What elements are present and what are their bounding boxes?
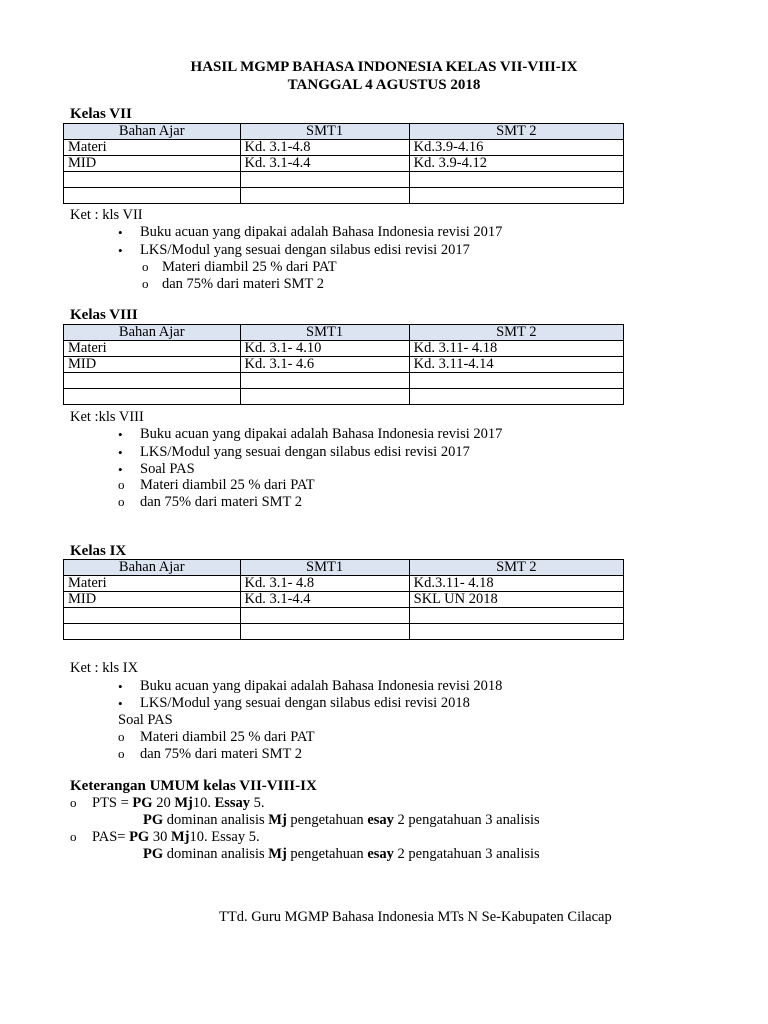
table-cell <box>240 172 409 188</box>
kelas-viii-table <box>63 324 624 405</box>
pts-pg: PG <box>132 795 153 811</box>
table-row <box>64 140 624 156</box>
bullet-icon: • <box>118 427 123 442</box>
header-cell: SMT 2 <box>409 560 623 576</box>
kelas-viii-heading: Kelas VIII <box>70 307 138 323</box>
table-row <box>64 188 624 204</box>
circle-bullet-icon: o <box>70 795 77 810</box>
table-cell: Kd. 3.1-4.8 <box>240 140 409 156</box>
table-cell <box>240 373 409 389</box>
table-cell: Kd.3.9-4.16 <box>409 140 623 156</box>
pas-pg: PG <box>129 829 150 845</box>
list-item: LKS/Modul yang sesuai dengan silabus edisi revisi 2018 <box>140 695 470 711</box>
pas-note-text: dominan analisis <box>163 846 269 862</box>
pas-note-mj: Mj <box>268 846 287 862</box>
table-header-row <box>64 560 624 576</box>
table-cell: MID <box>64 592 241 608</box>
circle-bullet-icon: o <box>118 494 125 509</box>
table-row <box>64 373 624 389</box>
table-row <box>64 576 624 592</box>
table-cell: Kd.3.11- 4.18 <box>409 576 623 592</box>
bullet-icon: • <box>118 445 123 460</box>
list-item: LKS/Modul yang sesuai dengan silabus edisi revisi 2017 <box>140 242 470 258</box>
circle-bullet-icon: o <box>70 829 77 844</box>
table-cell: Materi <box>64 576 241 592</box>
list-item: dan 75% dari materi SMT 2 <box>162 276 325 292</box>
pas-mj: Mj <box>170 829 190 845</box>
pas-note <box>143 846 540 863</box>
pas-note-esay: esay <box>367 846 394 862</box>
header-cell: Bahan Ajar <box>64 124 241 140</box>
bullet-icon: • <box>118 696 123 711</box>
list-item: dan 75% dari materi SMT 2 <box>140 746 303 762</box>
table-cell <box>64 389 241 405</box>
header-cell: SMT1 <box>240 325 409 341</box>
table-cell: Kd. 3.1-4.4 <box>240 156 409 172</box>
pas-note-text: pengetahuan <box>286 846 368 862</box>
pts-essay: Essay <box>214 795 251 811</box>
pts-line <box>92 795 265 812</box>
table-cell <box>64 608 241 624</box>
table-row <box>64 592 624 608</box>
pas-note-pg: PG <box>143 846 164 862</box>
pts-pg-value: 20 <box>152 795 175 811</box>
table-row <box>64 357 624 373</box>
table-cell: SKL UN 2018 <box>409 592 623 608</box>
table-row <box>64 624 624 640</box>
pts-note-esay: esay <box>367 812 394 828</box>
list-item: dan 75% dari materi SMT 2 <box>140 494 303 510</box>
kelas-ix-heading: Kelas IX <box>70 543 127 559</box>
kelas-vii-ket: Ket : kls VII <box>70 207 143 223</box>
document-date: TANGGAL 4 AGUSTUS 2018 <box>287 77 481 93</box>
circle-bullet-icon: o <box>118 729 125 744</box>
list-item: Materi diambil 25 % dari PAT <box>140 729 315 745</box>
table-cell: Kd. 3.1- 4.10 <box>240 341 409 357</box>
table-header-row <box>64 124 624 140</box>
bullet-icon: • <box>118 225 123 240</box>
table-cell: Kd. 3.11-4.14 <box>409 357 623 373</box>
list-item: Materi diambil 25 % dari PAT <box>162 259 337 275</box>
table-cell: Materi <box>64 341 241 357</box>
pts-note-pg: PG <box>143 812 164 828</box>
table-cell: Kd. 3.1- 4.6 <box>240 357 409 373</box>
pas-note-text: 2 pengatahuan 3 analisis <box>393 846 540 862</box>
table-cell <box>409 608 623 624</box>
pts-note-text: dominan analisis <box>163 812 269 828</box>
table-cell: MID <box>64 156 241 172</box>
table-cell <box>240 624 409 640</box>
table-header-row <box>64 325 624 341</box>
table-cell: Kd. 3.1-4.4 <box>240 592 409 608</box>
list-item: Buku acuan yang dipakai adalah Bahasa Indonesia revisi 2017 <box>140 224 503 240</box>
list-item: Soal PAS <box>140 461 195 477</box>
table-cell <box>409 624 623 640</box>
table-row <box>64 341 624 357</box>
table-cell <box>240 389 409 405</box>
document-title: HASIL MGMP BAHASA INDONESIA KELAS VII-VIII-IX <box>190 59 578 75</box>
table-cell <box>409 188 623 204</box>
pts-note-text: 2 pengatahuan 3 analisis <box>393 812 540 828</box>
table-row <box>64 608 624 624</box>
table-cell: MID <box>64 357 241 373</box>
pts-mj-value: 10. <box>192 795 215 811</box>
header-cell: SMT1 <box>240 124 409 140</box>
kelas-vii-heading: Kelas VII <box>70 106 132 122</box>
pts-label: PTS = <box>92 795 133 811</box>
pts-note <box>143 812 540 829</box>
bullet-icon: • <box>118 679 123 694</box>
header-cell: Bahan Ajar <box>64 560 241 576</box>
pas-line <box>92 829 260 846</box>
pas-label: PAS= <box>92 829 130 845</box>
table-row <box>64 172 624 188</box>
header-cell: SMT1 <box>240 560 409 576</box>
list-item: Buku acuan yang dipakai adalah Bahasa Indonesia revisi 2017 <box>140 426 503 442</box>
pas-rest: 10. Essay 5. <box>189 829 260 845</box>
umum-heading: Keterangan UMUM kelas VII-VIII-IX <box>70 778 317 794</box>
kelas-ix-table <box>63 559 624 640</box>
table-cell <box>240 188 409 204</box>
signature: TTd. Guru MGMP Bahasa Indonesia MTs N Se-Kabupaten Cilacap <box>219 909 612 925</box>
list-item: Buku acuan yang dipakai adalah Bahasa Indonesia revisi 2018 <box>140 678 503 694</box>
table-cell <box>409 172 623 188</box>
header-cell: SMT 2 <box>409 325 623 341</box>
circle-bullet-icon: o <box>118 477 125 492</box>
kelas-ix-ket: Ket : kls IX <box>70 660 139 676</box>
kelas-vii-table <box>63 123 624 204</box>
circle-bullet-icon: o <box>142 276 149 291</box>
header-cell: Bahan Ajar <box>64 325 241 341</box>
pts-mj: Mj <box>174 795 193 811</box>
pts-note-mj: Mj <box>268 812 287 828</box>
table-cell <box>64 188 241 204</box>
pts-essay-value: 5. <box>250 795 265 811</box>
table-cell <box>409 389 623 405</box>
table-cell <box>64 172 241 188</box>
table-cell: Materi <box>64 140 241 156</box>
list-item: LKS/Modul yang sesuai dengan silabus edisi revisi 2017 <box>140 444 470 460</box>
pas-pg-value: 30 <box>149 829 171 845</box>
circle-bullet-icon: o <box>142 259 149 274</box>
table-cell <box>64 373 241 389</box>
header-cell: SMT 2 <box>409 124 623 140</box>
table-cell <box>240 608 409 624</box>
circle-bullet-icon: o <box>118 746 125 761</box>
table-cell <box>64 624 241 640</box>
table-cell: Kd. 3.11- 4.18 <box>409 341 623 357</box>
table-cell: Kd. 3.9-4.12 <box>409 156 623 172</box>
kelas-viii-ket: Ket :kls VIII <box>70 409 144 425</box>
pts-note-text: pengetahuan <box>286 812 368 828</box>
table-cell: Kd. 3.1- 4.8 <box>240 576 409 592</box>
table-row <box>64 156 624 172</box>
table-cell <box>409 373 623 389</box>
bullet-icon: • <box>118 462 123 477</box>
table-row <box>64 389 624 405</box>
bullet-icon: • <box>118 243 123 258</box>
soal-pas-label: Soal PAS <box>118 712 173 728</box>
list-item: Materi diambil 25 % dari PAT <box>140 477 315 493</box>
